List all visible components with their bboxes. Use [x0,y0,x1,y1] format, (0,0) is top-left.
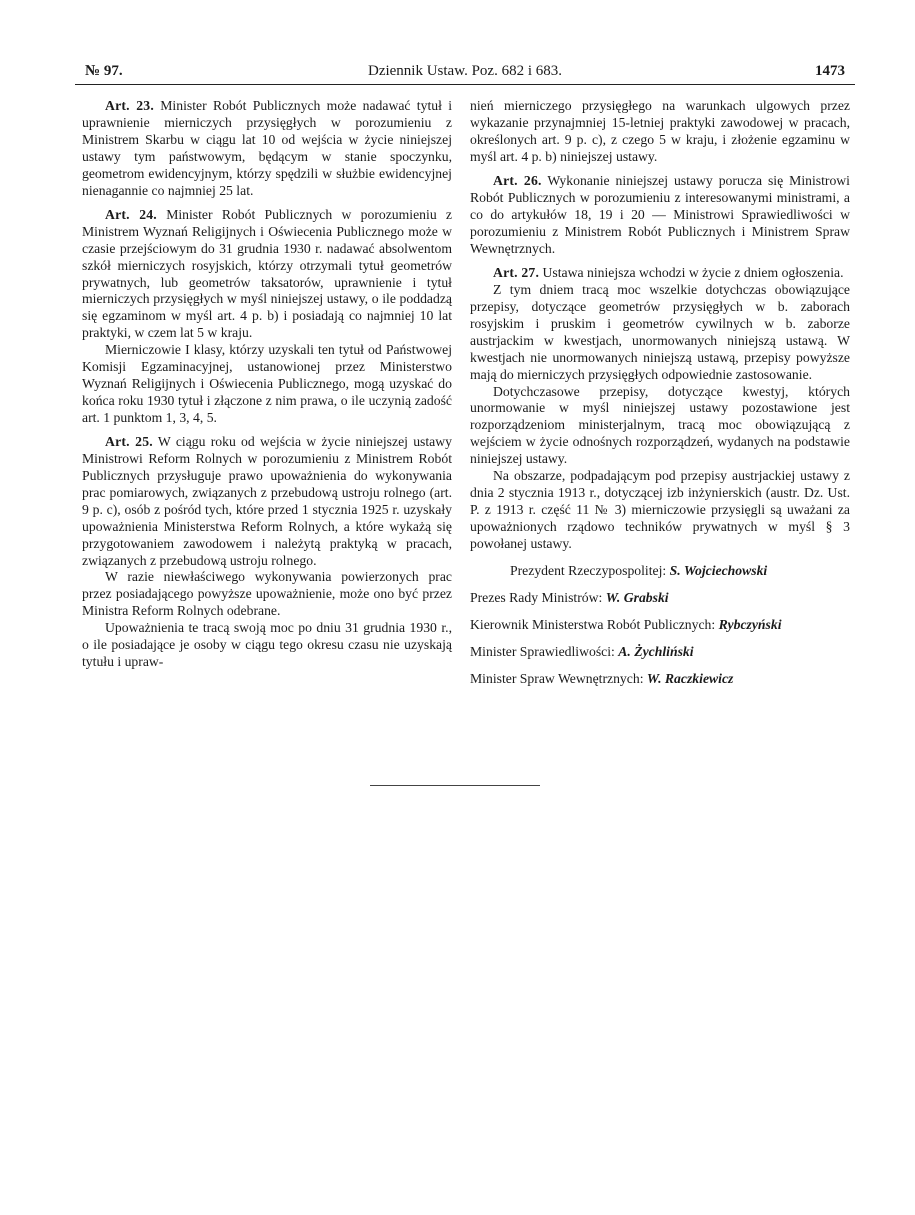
president-name: S. Wojciechowski [669,563,768,579]
signature-president [470,560,850,581]
prime-minister-title: Prezes Rady Ministrów: [470,590,603,606]
closing-divider [370,785,540,786]
article-24-label: Art. 24. [105,206,157,222]
left-column [82,98,452,671]
signature-block [470,560,850,689]
public-works-name: Rybczyński [718,617,782,633]
signature-justice [470,641,850,662]
signature-prime-minister [470,587,850,608]
signature-interior [470,668,850,689]
president-title: Prezydent Rzeczypospolitej: [510,563,667,579]
article-25-label: Art. 25. [105,434,153,450]
article-27-label: Art. 27. [493,265,540,281]
article-25 [82,434,452,569]
signature-public-works [470,614,850,635]
article-25-paragraph-2: W razie niewłaściwego wykonywania powierzonych prac przez posiadającego powyższe upoważnienie, może ono być przez Ministra Reform Rolnych odebrane. [82,569,452,619]
journal-reference: Dziennik Ustaw. Poz. 682 i 683. [367,63,562,79]
interior-name: W. Raczkiewicz [646,671,734,687]
prime-minister-name: W. Grabski [605,590,669,606]
article-23-text: Minister Robót Publicznych może nadawać tytuł i uprawnienie mierniczych przysięgłych w porozumieniu z Ministrem Skarbu w ciągu lat 10 od wejścia w życie niniejszej ustawy tym państwowym, będącym w stanie spoczynku, geometrom ewidencyjnym, którzy spędzili w służbie ewidencyjnej nienagannie co najmniej 25 lat. [82,98,453,198]
right-column [470,98,850,695]
page-number: 1473 [815,63,845,79]
article-26-label: Art. 26. [493,173,542,189]
article-27 [470,265,850,282]
article-27-paragraph-2: Z tym dniem tracą moc wszelkie dotychczas obowiązujące przepisy, dotyczące geometrów przysięgłych w b. zaborach rosyjskim i pruskim i geometrów cywilnych w b. zaborze austrjackim w kwestjach, unormowanych niniejszą ustawą. W kwestjach nie unormowanych niniejszą ustawą, przepisy powyższe mają do mierniczych przysięgłych odpowiednie zastosowanie. [470,282,850,382]
article-24 [82,207,452,342]
public-works-title: Kierownik Ministerstwa Robót Publicznych: [470,617,716,633]
article-23-label: Art. 23. [105,98,154,113]
article-25-paragraph-3: Upoważnienia te tracą swoją moc po dniu 31 grudnia 1930 r., o ile posiadające je osoby w ciągu tego okresu czasu nie uzyskają tytułu i upraw- [82,620,452,669]
article-23 [82,98,452,199]
article-27-paragraph-4: Na obszarze, podpadającym pod przepisy austrjackiej ustawy z dnia 2 stycznia 1913 r., dotyczącej izb inżynierskich (austr. Dz. Ust. P. z 1913 r. część 11 № 3) mierniczowie przysięgli są uważani za upoważnionych rządowo techników prywatnych w myśl § 3 powołanej ustawy. [470,468,850,551]
interior-title: Minister Spraw Wewnętrznych: [470,671,644,687]
justice-name: A. Żychliński [618,644,694,660]
article-27-text: Ustawa niniejsza wchodzi w życie z dniem ogłoszenia. [542,265,844,281]
article-26-text: Wykonanie niniejszej ustawy porucza się Ministrowi Robót Publicznych w porozumieniu z interesowanymi ministrami, a co do artykułów 18, 19 i 20 — Ministrowi Sprawiedliwości w porozumieniu z Ministrem Robót Publicznych i Ministrem Spraw Wewnętrznych. [470,173,850,256]
article-25-continuation: nień mierniczego przysięgłego na warunkach ulgowych przez wykazanie przynajmniej 15-letniej praktyki zawodowej w pracach, określonych art. 9 p. c), z czego 5 w kraju, i złożenie egzaminu w myśl art. 4 p. b) niniejszej ustawy. [470,98,850,164]
article-24-paragraph-2: Mierniczowie I klasy, którzy uzyskali ten tytuł od Państwowej Komisji Egzaminacyjnej, ustanowionej przez Ministerstwo Wyznań Religijnych i Oświecenia Publicznego, mogą uzyskać do końca roku 1930 tytuł i złączone z nim prawa, o ile uczynią zadość art. 1 punktom 1, 3, 4, 5. [82,342,452,425]
justice-title: Minister Sprawiedliwości: [470,644,615,660]
article-26 [470,173,850,258]
article-25-text: W ciągu roku od wejścia w życie niniejszej ustawy Ministrowi Reform Rolnych w porozumieniu z Ministrem Robót Publicznych przysługuje prawo upoważnienia do wykonywania prac pomiarowych, związanych z przebudową ustroju rolnego (art. 9 p. c), osób z pośród tych, które przed 1 stycznia 1925 r. uzyskały upoważnienia Ministerstwa Reform Rolnych, a które wykażą się przygotowaniem zawodowem i należytą praktyką w pracach, związanych z przebudową ustroju rolnego. [82,434,452,568]
article-27-paragraph-3: Dotychczasowe przepisy, dotyczące kwestyj, których unormowanie w myśl niniejszej ustawy pozostawione jest rozporządzeniom ministerjalnym, tracą moc obowiązującą z wejściem w życie odnośnych rozporządzeń, wydanych na podstawie niniejszej ustawy. [470,383,850,467]
issue-number: № 97. [85,63,123,79]
page-header [75,60,855,85]
article-24-text: Minister Robót Publicznych w porozumieniu z Ministrem Wyznań Religijnych i Oświecenia Publicznego może w czasie przejściowym do 31 grudnia 1930 r. nadawać absolwentom szkół mierniczych rosyjskich, którzy otrzymali tytuł geometrów prywatnych, lub geometrów taksatorów, uprawnienie i tytuł mierniczych przysięgłych w myśl niniejszej ustawy, o ile poddadzą się egzaminom w myśl art. 4 p. b) i posiadają co najmniej 10 lat praktyki, w czem lat 5 w kraju. [82,206,452,341]
